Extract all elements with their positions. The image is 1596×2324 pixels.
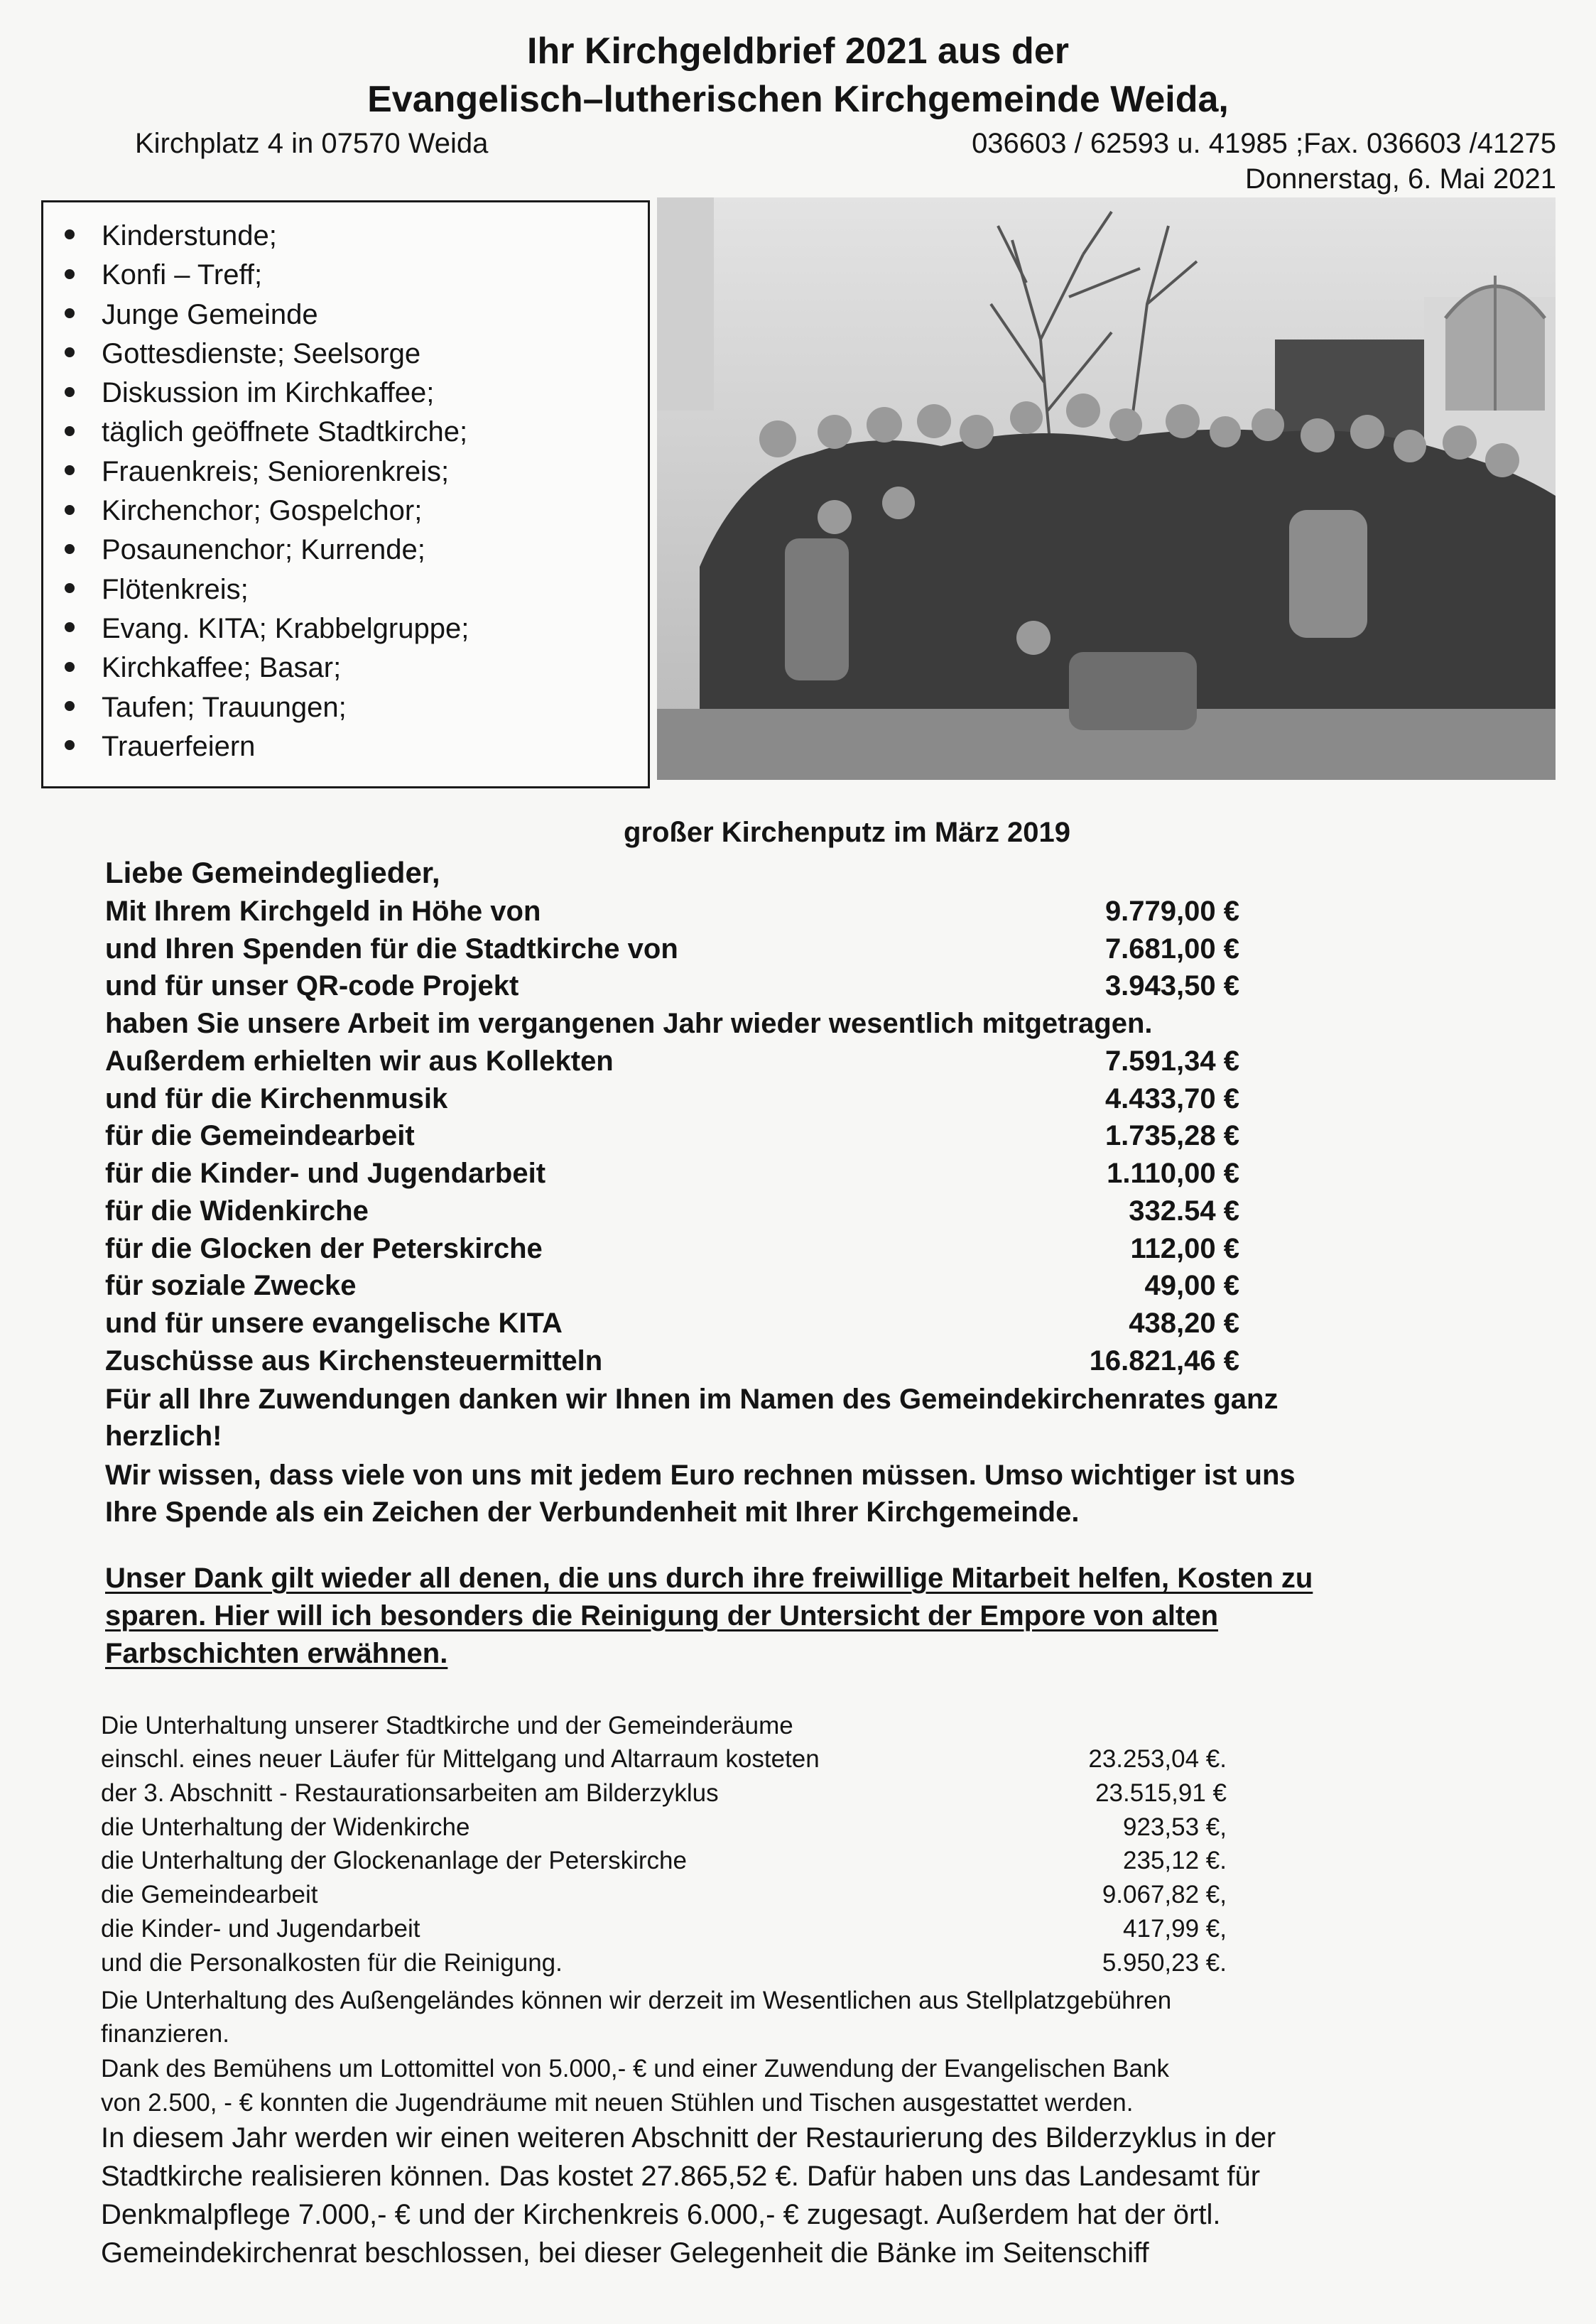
activity-label: Taufen; Trauungen; xyxy=(102,691,347,723)
line-amount: 3.943,50 € xyxy=(1104,970,1239,1002)
bullet-icon xyxy=(65,269,75,279)
line-amount: 923,53 €, xyxy=(1123,1813,1227,1841)
activity-label: Evang. KITA; Krabbelgruppe; xyxy=(102,612,469,644)
line-amount: 5.950,23 €. xyxy=(1102,1948,1227,1977)
activity-label: Diskussion im Kirchkaffee; xyxy=(102,377,435,409)
line-amount: 1.110,00 € xyxy=(1107,1158,1239,1190)
line-amount: 235,12 €. xyxy=(1123,1847,1227,1875)
outdoor-line-2: finanzieren. xyxy=(101,2020,229,2048)
volunteer-line-2: sparen. Hier will ich besonders die Reinigung der Untersicht der Empore von alten xyxy=(105,1600,1219,1631)
line-amount: 332.54 € xyxy=(1129,1195,1239,1227)
bullet-icon xyxy=(65,426,75,436)
activity-item xyxy=(65,531,648,570)
bullet-icon xyxy=(65,347,75,357)
activity-item xyxy=(65,727,648,766)
line-label: Zuschüsse aus Kirchensteuermitteln xyxy=(105,1345,603,1377)
closing-line-3: Denkmalpflege 7.000,- € und der Kirchenkreis 6.000,- € zugesagt. Außerdem hat der örtl. xyxy=(101,2199,1221,2230)
bullet-icon xyxy=(65,740,75,750)
activity-item xyxy=(65,295,648,335)
line-label: die Unterhaltung der Widenkirche xyxy=(101,1813,470,1841)
bullet-icon xyxy=(65,583,75,593)
line-label: für die Glocken der Peterskirche xyxy=(105,1232,543,1264)
activity-label: täglich geöffnete Stadtkirche; xyxy=(102,416,468,448)
line-label: einschl. eines neuer Läufer für Mittelgang und Altarraum kosteten xyxy=(101,1745,820,1773)
line-amount: 4.433,70 € xyxy=(1104,1082,1239,1114)
lotto-line-2: von 2.500, - € konnten die Jugendräume mit neuen Stühlen und Tischen ausgestattet werden. xyxy=(101,2089,1134,2117)
lotto-line-1: Dank des Bemühens um Lottomittel von 5.000,- € und einer Zuwendung der Evangelischen Bank xyxy=(101,2055,1169,2083)
activity-label: Flötenkreis; xyxy=(102,573,249,605)
activity-label: Kirchkaffee; Basar; xyxy=(102,652,342,684)
line-amount: 1.735,28 € xyxy=(1104,1120,1239,1152)
activity-item xyxy=(65,609,648,648)
activity-label: Junge Gemeinde xyxy=(102,298,318,330)
bullet-icon xyxy=(65,387,75,397)
line-amount: 9.779,00 € xyxy=(1104,896,1239,927)
activity-label: Kirchenchor; Gospelchor; xyxy=(102,495,423,527)
line-label: für die Kinder- und Jugendarbeit xyxy=(105,1158,546,1190)
line-label: Außerdem erhielten wir aus Kollekten xyxy=(105,1046,614,1077)
line-label: und für die Kirchenmusik xyxy=(105,1082,448,1114)
activity-label: Frauenkreis; Seniorenkreis; xyxy=(102,455,450,487)
closing-line-2: Stadtkirche realisieren können. Das kostet 27.865,52 €. Dafür haben uns das Landesamt für xyxy=(101,2161,1261,2192)
group-photo xyxy=(657,197,1556,780)
activity-item xyxy=(65,492,648,531)
letter-title: Ihr Kirchgeldbrief 2021 aus der xyxy=(527,31,1069,72)
expenses-intro: Die Unterhaltung unserer Stadtkirche und der Gemeinderäume xyxy=(101,1712,793,1739)
bullet-icon xyxy=(65,229,75,239)
line-amount: 16.821,46 € xyxy=(1089,1345,1239,1377)
activity-item xyxy=(65,570,648,609)
euro-line-1: Wir wissen, dass viele von uns mit jedem Euro rechnen müssen. Umso wichtiger ist uns xyxy=(105,1460,1296,1491)
activity-label: Konfi – Treff; xyxy=(102,259,263,291)
bullet-icon xyxy=(65,308,75,318)
activity-label: Gottesdienste; Seelsorge xyxy=(102,337,421,369)
line-label: für die Widenkirche xyxy=(105,1195,369,1227)
letter-date: Donnerstag, 6. Mai 2021 xyxy=(1244,163,1556,195)
photo-caption: großer Kirchenputz im März 2019 xyxy=(624,817,1071,848)
bullet-icon xyxy=(65,544,75,554)
activity-label: Kinderstunde; xyxy=(102,220,277,251)
line-label: Mit Ihrem Kirchgeld in Höhe von xyxy=(105,896,541,927)
closing-line-1: In diesem Jahr werden wir einen weiteren Abschnitt der Restaurierung des Bilderzyklus in der xyxy=(101,2122,1276,2154)
line-label: für die Gemeindearbeit xyxy=(105,1120,415,1152)
activities-box xyxy=(41,200,650,788)
line-amount: 49,00 € xyxy=(1144,1270,1239,1302)
line-amount: 7.681,00 € xyxy=(1104,933,1239,965)
line-label: und die Personalkosten für die Reinigung. xyxy=(101,1948,563,1977)
greeting: Liebe Gemeindeglieder, xyxy=(105,856,440,889)
outdoor-line-1: Die Unterhaltung des Außengeländes können wir derzeit im Wesentlichen aus Stellplatzgebühren xyxy=(101,1987,1172,2014)
line-label: und Ihren Spenden für die Stadtkirche von xyxy=(105,933,678,965)
line-amount: 23.253,04 €. xyxy=(1088,1745,1227,1773)
activities-list xyxy=(43,202,648,766)
activity-label: Posaunenchor; Kurrende; xyxy=(102,534,425,566)
volunteer-line-3: Farbschichten erwähnen. xyxy=(105,1638,448,1669)
line-label: der 3. Abschnitt - Restaurationsarbeiten am Bilderzyklus xyxy=(101,1779,719,1807)
activity-item xyxy=(65,413,648,452)
euro-line-2: Ihre Spende als ein Zeichen der Verbundenheit mit Ihrer Kirchgemeinde. xyxy=(105,1497,1080,1528)
bullet-icon xyxy=(65,701,75,711)
activity-item xyxy=(65,452,648,492)
line-label: die Unterhaltung der Glockenanlage der Peterskirche xyxy=(101,1847,687,1875)
activity-label: Trauerfeiern xyxy=(102,730,256,762)
group-photo-image xyxy=(657,197,1556,780)
line-amount: 112,00 € xyxy=(1130,1232,1239,1264)
line-amount: 9.067,82 €, xyxy=(1102,1881,1227,1909)
line-label: und für unsere evangelische KITA xyxy=(105,1307,563,1339)
activity-item xyxy=(65,688,648,727)
line-amount: 7.591,34 € xyxy=(1104,1046,1239,1077)
bullet-icon xyxy=(65,662,75,672)
line-amount: 417,99 €, xyxy=(1123,1915,1227,1943)
phone-fax: 036603 / 62593 u. 41985 ;Fax. 036603 /41275 xyxy=(972,128,1556,159)
closing-line-4: Gemeindekirchenrat beschlossen, bei dieser Gelegenheit die Bänke im Seitenschiff xyxy=(101,2237,1149,2269)
activity-item xyxy=(65,217,648,256)
parish-title: Evangelisch–lutherischen Kirchgemeinde Weida, xyxy=(367,79,1229,120)
bullet-icon xyxy=(65,505,75,515)
line-label: und für unser QR-code Projekt xyxy=(105,970,519,1002)
line-amount: 438,20 € xyxy=(1129,1307,1239,1339)
line-label: die Gemeindearbeit xyxy=(101,1881,318,1909)
activity-item xyxy=(65,374,648,413)
thanks-line-2: herzlich! xyxy=(105,1421,222,1452)
activity-item xyxy=(65,648,648,688)
line-amount: 23.515,91 € xyxy=(1095,1779,1227,1807)
bullet-icon xyxy=(65,465,75,475)
line-label: für soziale Zwecke xyxy=(105,1270,357,1302)
support-line: haben Sie unsere Arbeit im vergangenen Jahr wieder wesentlich mitgetragen. xyxy=(105,1008,1153,1039)
volunteer-line-1: Unser Dank gilt wieder all denen, die uns durch ihre freiwillige Mitarbeit helfen, Kosten zu xyxy=(105,1563,1313,1594)
address: Kirchplatz 4 in 07570 Weida xyxy=(135,128,489,159)
activity-item xyxy=(65,256,648,295)
bullet-icon xyxy=(65,622,75,632)
activity-item xyxy=(65,335,648,374)
line-label: die Kinder- und Jugendarbeit xyxy=(101,1915,420,1943)
thanks-line-1: Für all Ihre Zuwendungen danken wir Ihnen im Namen des Gemeindekirchenrates ganz xyxy=(105,1384,1279,1415)
